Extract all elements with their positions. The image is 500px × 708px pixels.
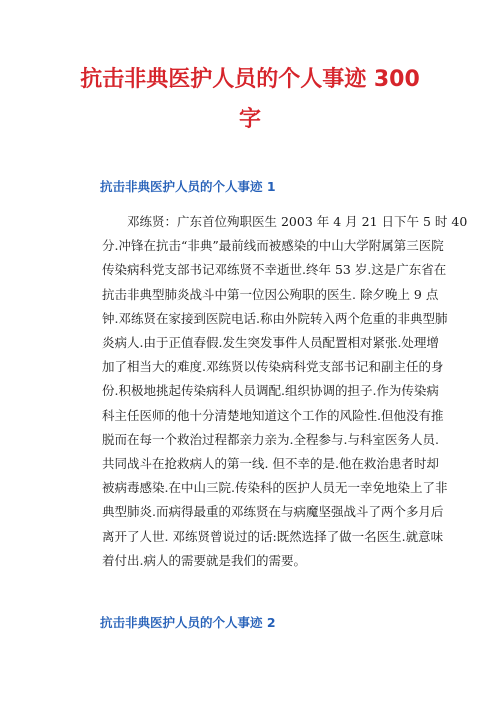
document-title <box>70 60 430 140</box>
section-heading-2: 抗击非典医护人员的个人事迹 2 <box>100 615 276 630</box>
body-line: 着付出.病人的需要就是我们的需要。 <box>102 552 306 568</box>
body-line: 离开了人世. 邓练贤曾说过的话:既然选择了做一名医生.就意味 <box>102 528 444 544</box>
section-heading-1: 抗击非典医护人员的个人事迹 1 <box>100 179 276 194</box>
body-line: 份.积极地挑起传染病科人员调配.组织协调的担子.作为传染病 <box>102 383 439 399</box>
body-line: 共同战斗在抢救病人的第一线. 但不幸的是.他在救治患者时却 <box>102 456 439 472</box>
body-line: 传染病科党支部书记邓练贤不幸逝世.终年 53 岁.这是广东省在 <box>102 262 447 278</box>
document-title-line-1: 抗击非典医护人员的个人事迹 300 <box>80 67 420 92</box>
body-line: 被病毒感染.在中山三院.传染科的医护人员无一幸免地染上了非 <box>102 480 448 496</box>
body-line: 科主任医师的他十分清楚地知道这个工作的风险性.但他没有推 <box>102 407 444 423</box>
body-line: 钟.邓练贤在家接到医院电话.称由外院转入两个危重的非典型肺 <box>102 310 448 326</box>
body-line: 邓练贤：广东首位殉职医生 2003 年 4 月 21 日下午 5 时 40 <box>127 214 468 229</box>
body-line: 分.冲锋在抗击“非典”最前线而被感染的中山大学附属第三医院 <box>102 238 444 254</box>
body-line: 加了相当大的难度.邓练贤以传染病科党支部书记和副主任的身 <box>102 359 444 375</box>
body-line: 抗击非典型肺炎战斗中第一位因公殉职的医生. 除夕晚上 9 点 <box>102 286 439 302</box>
document-title-line-2: 字 <box>238 107 261 132</box>
section-1-body <box>102 210 468 573</box>
body-line: 脱而在每一个救治过程都亲力亲为.全程参与.与科室医务人员. <box>102 431 439 447</box>
body-line: 炎病人.由于正值春假.发生突发事件人员配置相对紧张.处理增 <box>102 335 439 351</box>
body-line: 典型肺炎.而病得最重的邓练贤在与病魔坚强战斗了两个多月后 <box>102 504 444 520</box>
